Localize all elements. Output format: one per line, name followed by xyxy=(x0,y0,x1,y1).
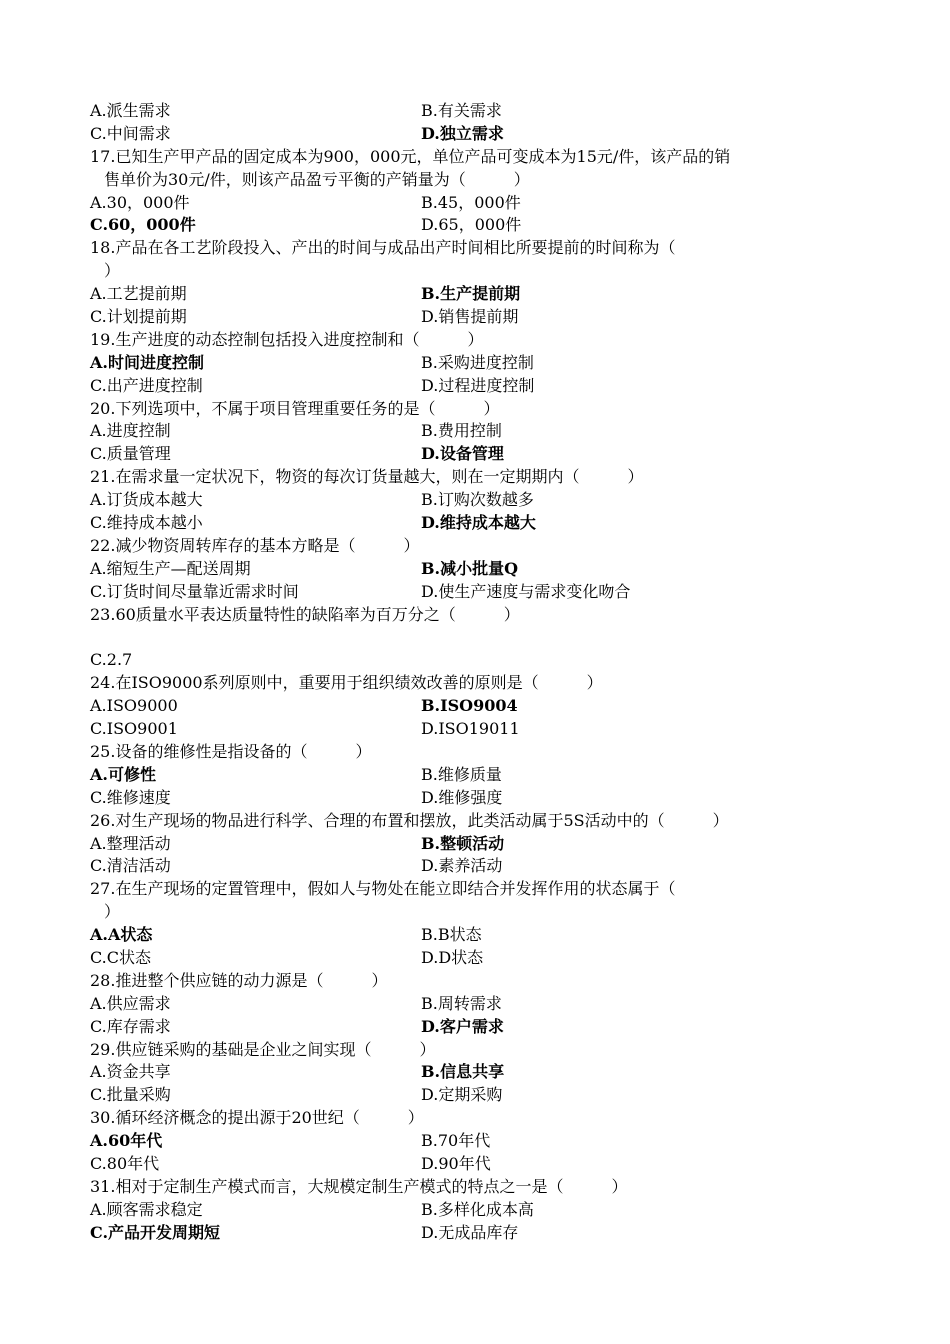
option-row xyxy=(90,855,865,878)
question-text: 22.减少物资周转库存的基本方略是（ ） xyxy=(90,535,420,555)
option-row xyxy=(90,1222,865,1245)
question-text: 19.生产进度的动态控制包括投入进度控制和（ ） xyxy=(90,329,484,349)
option-left: A.ISO9000 xyxy=(90,696,178,716)
question-text: 29.供应链采购的基础是企业之间实现（ ） xyxy=(90,1039,436,1059)
option-left: A.时间进度控制 xyxy=(90,352,204,372)
option-left: C.产品开发周期短 xyxy=(90,1222,221,1242)
question-text-continued: ） xyxy=(104,261,121,281)
option-left: C.80年代 xyxy=(90,1153,160,1173)
option-right: B.B状态 xyxy=(421,925,482,945)
question-text-continued: 售单价为30元/件，则该产品盈亏平衡的产销量为（ ） xyxy=(104,169,530,189)
option-left: A.可修性 xyxy=(90,764,156,784)
option-row xyxy=(90,123,865,146)
option-left: A.A状态 xyxy=(90,925,153,945)
option-row xyxy=(90,718,865,741)
option-left: A.60年代 xyxy=(90,1131,163,1151)
question-text: 20.下列选项中，不属于项目管理重要任务的是（ ） xyxy=(90,398,500,418)
option-row xyxy=(90,1130,865,1153)
option-right: D.D状态 xyxy=(421,947,484,967)
question-text: 17.已知生产甲产品的固定成本为900，000元，单位产品可变成本为15元/件，该产品的销 xyxy=(90,146,731,166)
option-left: A.整理活动 xyxy=(90,833,171,853)
option-left: A.进度控制 xyxy=(90,421,171,441)
option-single: C.2.7 xyxy=(90,650,133,670)
question-text: 27.在生产现场的定置管理中，假如人与物处在能立即结合并发挥作用的状态属于（ xyxy=(90,879,676,899)
option-row xyxy=(90,375,865,398)
option-right: D.独立需求 xyxy=(421,123,504,143)
option-left: A.订货成本越大 xyxy=(90,490,203,510)
option-right: B.订购次数越多 xyxy=(421,490,534,510)
option-left: A.供应需求 xyxy=(90,993,171,1013)
option-left: A.资金共享 xyxy=(90,1062,171,1082)
option-left: C.60，000件 xyxy=(90,215,196,235)
option-right: B.维修质量 xyxy=(421,764,502,784)
option-left: C.质量管理 xyxy=(90,444,171,464)
option-row xyxy=(90,924,865,947)
question-text: 30.循环经济概念的提出源于20世纪（ ） xyxy=(90,1108,424,1128)
option-left: C.计划提前期 xyxy=(90,307,187,327)
blank-line xyxy=(90,626,865,649)
option-row xyxy=(90,1084,865,1107)
question-text: 28.推进整个供应链的动力源是（ ） xyxy=(90,970,388,990)
option-row xyxy=(90,1016,865,1039)
option-row xyxy=(90,764,865,787)
option-left: C.维持成本越小 xyxy=(90,513,203,533)
option-row xyxy=(90,214,865,237)
option-row xyxy=(90,833,865,856)
option-row xyxy=(90,787,865,810)
option-right: D.使生产速度与需求变化吻合 xyxy=(421,581,631,601)
option-right: B.70年代 xyxy=(421,1131,491,1151)
option-right: D.定期采购 xyxy=(421,1085,503,1105)
option-row xyxy=(90,100,865,123)
option-right: B.有关需求 xyxy=(421,101,502,120)
question-text: 31.相对于定制生产模式而言，大规模定制生产模式的特点之一是（ ） xyxy=(90,1176,628,1196)
option-row xyxy=(90,489,865,512)
option-right: B.多样化成本高 xyxy=(421,1199,534,1219)
option-right: B.生产提前期 xyxy=(421,284,521,304)
option-row xyxy=(90,1199,865,1222)
option-right: D.素养活动 xyxy=(421,856,503,876)
option-left: A.30，000件 xyxy=(90,192,190,212)
option-row xyxy=(90,443,865,466)
option-row xyxy=(90,192,865,215)
option-right: B.整顿活动 xyxy=(421,833,505,853)
option-right: D.无成品库存 xyxy=(421,1222,519,1242)
option-row xyxy=(90,306,865,329)
option-left: C.中间需求 xyxy=(90,123,171,143)
option-left: C.维修速度 xyxy=(90,787,171,807)
option-left: C.批量采购 xyxy=(90,1085,171,1105)
option-row xyxy=(90,1061,865,1084)
option-right: D.客户需求 xyxy=(421,1016,504,1036)
option-row xyxy=(90,558,865,581)
option-right: B.采购进度控制 xyxy=(421,352,534,372)
option-right: B.减小批量Q xyxy=(421,558,519,578)
option-left: C.订货时间尽量靠近需求时间 xyxy=(90,581,299,601)
option-left: C.库存需求 xyxy=(90,1016,171,1036)
option-row xyxy=(90,352,865,375)
option-left: C.C状态 xyxy=(90,947,152,967)
option-right: D.过程进度控制 xyxy=(421,375,535,395)
option-right: D.90年代 xyxy=(421,1153,491,1173)
question-text: 23.60质量水平表达质量特性的缺陷率为百万分之（ ） xyxy=(90,604,520,624)
option-right: D.销售提前期 xyxy=(421,307,519,327)
option-left: A.派生需求 xyxy=(90,101,171,120)
option-right: D.设备管理 xyxy=(421,444,504,464)
option-row xyxy=(90,581,865,604)
option-left: A.缩短生产—配送周期 xyxy=(90,558,251,578)
question-text: 18.产品在各工艺阶段投入、产出的时间与成品出产时间相比所要提前的时间称为（ xyxy=(90,238,676,258)
option-right: B.信息共享 xyxy=(421,1062,505,1082)
option-left: C.ISO9001 xyxy=(90,719,178,739)
question-text: 26.对生产现场的物品进行科学、合理的布置和摆放，此类活动属于5S活动中的（ ） xyxy=(90,810,729,830)
option-left: C.出产进度控制 xyxy=(90,375,203,395)
option-row xyxy=(90,512,865,535)
option-row xyxy=(90,993,865,1016)
question-text: 25.设备的维修性是指设备的（ ） xyxy=(90,741,372,761)
option-row xyxy=(90,420,865,443)
question-text-continued: ） xyxy=(104,902,121,922)
question-text: 21.在需求量一定状况下，物资的每次订货量越大，则在一定期期内（ ） xyxy=(90,467,644,487)
option-right: B.ISO9004 xyxy=(421,696,518,716)
option-right: D.ISO19011 xyxy=(421,719,520,739)
option-right: D.维修强度 xyxy=(421,787,503,807)
option-left: A.顾客需求稳定 xyxy=(90,1199,203,1219)
option-right: B.周转需求 xyxy=(421,993,502,1013)
option-right: B.费用控制 xyxy=(421,421,502,441)
option-right: B.45，000件 xyxy=(421,192,521,212)
option-row xyxy=(90,283,865,306)
option-row xyxy=(90,947,865,970)
option-left: A.工艺提前期 xyxy=(90,284,187,304)
document-page xyxy=(90,100,865,1245)
option-row xyxy=(90,695,865,718)
option-right: D.维持成本越大 xyxy=(421,513,536,533)
option-right: D.65，000件 xyxy=(421,215,522,235)
option-row xyxy=(90,1153,865,1176)
option-left: C.清洁活动 xyxy=(90,856,171,876)
question-text: 24.在ISO9000系列原则中，重要用于组织绩效改善的原则是（ ） xyxy=(90,673,603,693)
